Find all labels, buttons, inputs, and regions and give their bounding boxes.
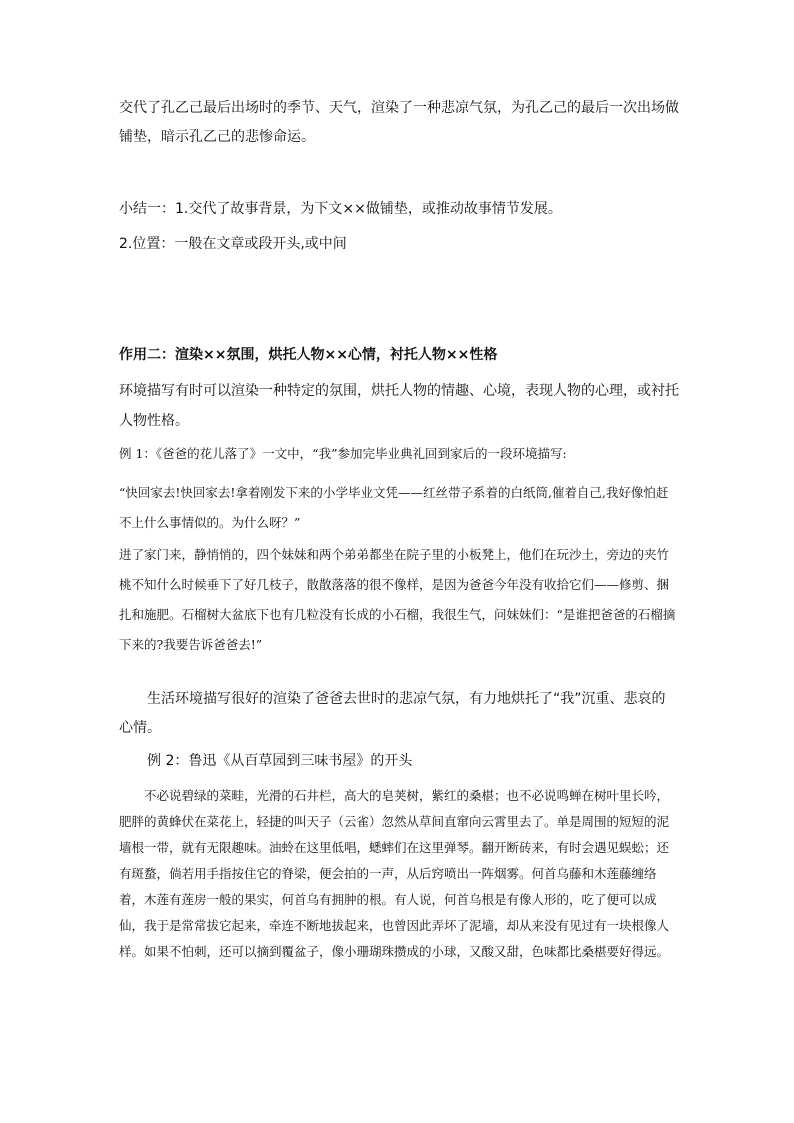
example-2-intro: 例 2：鲁迅《从百草园到三味书屋》的开头: [147, 753, 413, 769]
example-1-quote: “快回家去!快回家去!拿着刚发下来的小学毕业文凭——红丝带子系着的白纸筒,催着自己,我好像怕赶不上什么事情似的。为什么呀？”: [119, 485, 669, 530]
example-1-passage: 进了家门来，静悄悄的，四个妹妹和两个弟弟都坐在院子里的小板凳上，他们在玩沙土，旁边的夹竹桃不知什么时候垂下了好几枝子，散散落落的很不像样，是因为爸爸今年没有收拾它们——修剪、捆扎和施肥。石榴树大盆底下也有几粒没有长成的小石榴，我很生气，问妹妹们：“是谁把爸爸的石榴摘下来的?我要告诉爸爸去!”: [119, 547, 676, 652]
example-2-passage: 不必说碧绿的菜畦，光滑的石井栏，高大的皂荚树，紫红的桑椹；也不必说鸣蝉在树叶里长吟，肥胖的黄蜂伏在菜花上，轻捷的叫天子（云雀）忽然从草间直窜向云霄里去了。单是周围的短短的泥墙根一带，就有无限趣味。油蛉在这里低唱，蟋蟀们在这里弹琴。翻开断砖来，有时会遇见蜈蚣；还有斑蝥，倘若用手指按住它的脊梁，便会拍的一声，从后窍喷出一阵烟雾。何首乌藤和木莲藤缠络着，木莲有莲房一般的果实，何首乌有拥肿的根。有人说，何首乌根是有像人形的，吃了便可以成仙，我于是常常拔它起来，牵连不断地拔起来，也曾因此弄坏了泥墙，却从来没有见过有一块根像人样。如果不怕刺，还可以摘到覆盆子，像小珊瑚珠攒成的小球，又酸又甜，色味都比桑椹要好得远。: [119, 788, 670, 959]
paragraph-conclusion: 交代了孔乙己最后出场时的季节、天气，渲染了一种悲凉气氛，为孔乙己的最后一次出场做铺垫，暗示孔乙己的悲惨命运。: [119, 100, 679, 145]
section-heading: 作用二：渲染××氛围，烘托人物××心情，衬托人物××性格: [119, 347, 498, 363]
example-1-intro: 例 1：《爸爸的花儿落了》一文中，“我”参加完毕业典礼回到家后的一段环境描写:: [119, 446, 567, 461]
example-1-analysis: 生活环境描写很好的渲染了爸爸去世时的悲凉气氛，有力地烘托了“我”沉重、悲哀的心情。: [119, 691, 666, 736]
summary-point-1: 小结一：1.交代了故事背景，为下文××做铺垫，或推动故事情节发展。: [119, 201, 562, 217]
summary-point-2: 2.位置：一般在文章或段开头,或中间: [119, 236, 347, 252]
paragraph-explanation: 环境描写有时可以渲染一种特定的氛围，烘托人物的情趣、心境，表现人物的心理，或衬托人物性格。: [119, 383, 679, 429]
